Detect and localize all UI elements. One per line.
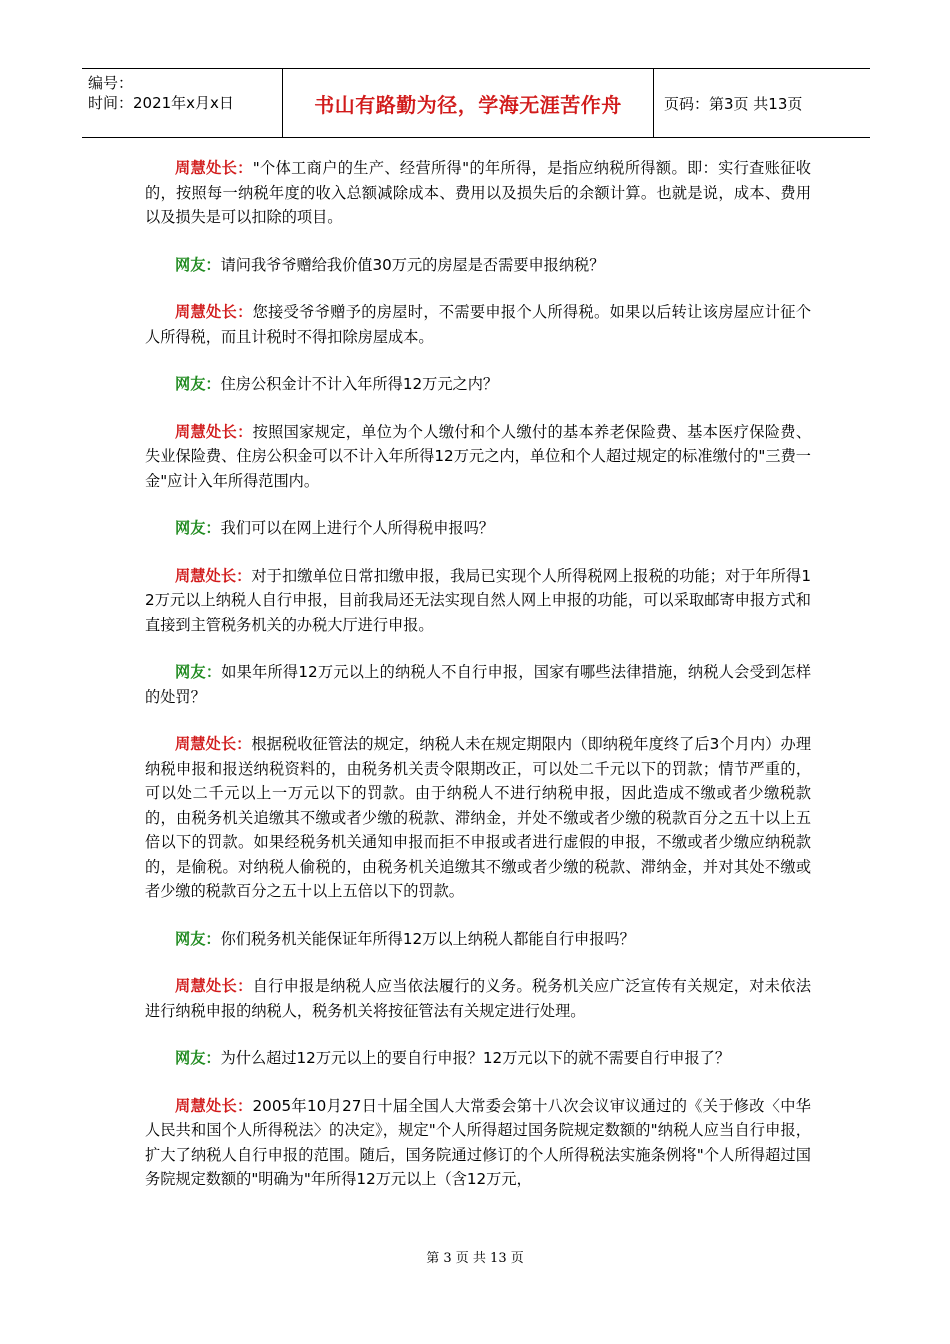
speaker-label: 周慧处长： bbox=[175, 159, 253, 177]
qa-paragraph bbox=[145, 1046, 811, 1071]
paragraph-text: "个体工商户的生产、经营所得"的年所得，是指应纳税所得额。即：实行查账征收的，按照每一纳税年度的收入总额减除成本、费用以及损失后的余额计算。也就是说，成本、费用以及损失是可以扣除的项目。 bbox=[145, 159, 811, 226]
paragraph-text: 如果年所得12万元以上的纳税人不自行申报，国家有哪些法律措施，纳税人会受到怎样的处罚？ bbox=[145, 663, 812, 706]
header-motto: 书山有路勤为径，学海无涯苦作舟 bbox=[282, 69, 654, 137]
speaker-label: 网友： bbox=[175, 663, 222, 681]
speaker-label: 网友： bbox=[175, 519, 221, 537]
qa-paragraph bbox=[145, 660, 811, 709]
document-body bbox=[145, 156, 811, 1215]
paragraph-text: 根据税收征管法的规定，纳税人未在规定期限内（即纳税年度终了后3个月内）办理纳税申报和报送纳税资料的，由税务机关责令限期改正，可以处二千元以下的罚款；情节严重的，可以处二千元以上一万元以下的罚款。由于纳税人不进行纳税申报，因此造成不缴或者少缴税款的，由税务机关追缴其不缴或者少缴的税款、滞纳金，并处不缴或者少缴的税款百分之五十以上五倍以下的罚款。如果经税务机关通知申报而拒不申报或者进行虚假的申报，不缴或者少缴应纳税款的，是偷税。对纳税人偷税的，由税务机关追缴其不缴或者少缴的税款、滞纳金，并对其处不缴或者少缴的税款百分之五十以上五倍以下的罚款。 bbox=[145, 735, 812, 900]
speaker-label: 网友： bbox=[175, 375, 221, 393]
qa-paragraph bbox=[145, 516, 811, 541]
paragraph-text: 为什么超过12万元以上的要自行申报？12万元以下的就不需要自行申报了？ bbox=[220, 1049, 731, 1067]
speaker-label: 周慧处长： bbox=[175, 735, 252, 753]
speaker-label: 周慧处长： bbox=[175, 303, 253, 321]
qa-paragraph bbox=[145, 732, 811, 904]
speaker-label: 网友： bbox=[175, 929, 221, 948]
header-page-info: 页码：第3页 共13页 bbox=[664, 94, 803, 113]
paragraph-text: 请问我爷爷赠给我价值30万元的房屋是否需要申报纳税？ bbox=[220, 255, 605, 274]
speaker-label: 周慧处长： bbox=[175, 566, 252, 585]
header-time-label: 时间：2021年x月x日 bbox=[88, 94, 234, 112]
speaker-label: 周慧处长： bbox=[175, 977, 253, 995]
paragraph-text: 住房公积金计不计入年所得12万元之内？ bbox=[220, 375, 499, 393]
header-number-label: 编号： bbox=[88, 74, 134, 92]
qa-paragraph bbox=[145, 974, 811, 1023]
speaker-label: 周慧处长： bbox=[175, 1096, 253, 1115]
qa-paragraph bbox=[145, 300, 811, 349]
paragraph-text: 对于扣缴单位日常扣缴申报，我局已实现个人所得税网上报税的功能；对于年所得12万元以上纳税人自行申报，目前我局还无法实现自然人网上申报的功能，可以采取邮寄申报方式和直接到主管税务机关的办税大厅进行申报。 bbox=[145, 566, 811, 634]
qa-paragraph bbox=[145, 253, 811, 278]
paragraph-text: 我们可以在网上进行个人所得税申报吗？ bbox=[220, 519, 494, 537]
page-header bbox=[82, 68, 870, 138]
qa-paragraph bbox=[145, 927, 811, 952]
qa-paragraph bbox=[145, 372, 811, 397]
header-meta bbox=[82, 69, 282, 137]
paragraph-text: 按照国家规定，单位为个人缴付和个人缴付的基本养老保险费、基本医疗保险费、失业保险费、住房公积金可以不计入年所得12万元之内，单位和个人超过规定的标准缴付的"三费一金"应计入年所得范围内。 bbox=[145, 422, 812, 490]
paragraph-text: 您接受爷爷赠予的房屋时，不需要申报个人所得税。如果以后转让该房屋应计征个人所得税，而且计税时不得扣除房屋成本。 bbox=[145, 303, 812, 346]
paragraph-text: 自行申报是纳税人应当依法履行的义务。税务机关应广泛宣传有关规定，对未依法进行纳税申报的纳税人，税务机关将按征管法有关规定进行处理。 bbox=[145, 977, 812, 1020]
qa-paragraph bbox=[145, 564, 811, 638]
speaker-label: 网友： bbox=[175, 255, 221, 274]
page-footer: 第 3 页 共 13 页 bbox=[426, 1251, 524, 1266]
qa-paragraph bbox=[145, 1094, 811, 1192]
qa-paragraph bbox=[145, 420, 811, 494]
qa-paragraph bbox=[145, 156, 811, 230]
speaker-label: 周慧处长： bbox=[175, 422, 253, 441]
speaker-label: 网友： bbox=[175, 1049, 221, 1067]
paragraph-text: 2005年10月27日十届全国人大常委会第十八次会议审议通过的《关于修改〈中华人民共和国个人所得税法〉的决定》，规定"个人所得超过国务院规定数额的"纳税人应当自行申报，扩大了纳税人自行申报的范围。随后，国务院通过修订的个人所得税法实施条例将"个人所得超过国务院规定数额的"明确为"年所得12万元以上（含12万元， bbox=[145, 1096, 811, 1188]
paragraph-text: 你们税务机关能保证年所得12万以上纳税人都能自行申报吗？ bbox=[220, 929, 635, 948]
